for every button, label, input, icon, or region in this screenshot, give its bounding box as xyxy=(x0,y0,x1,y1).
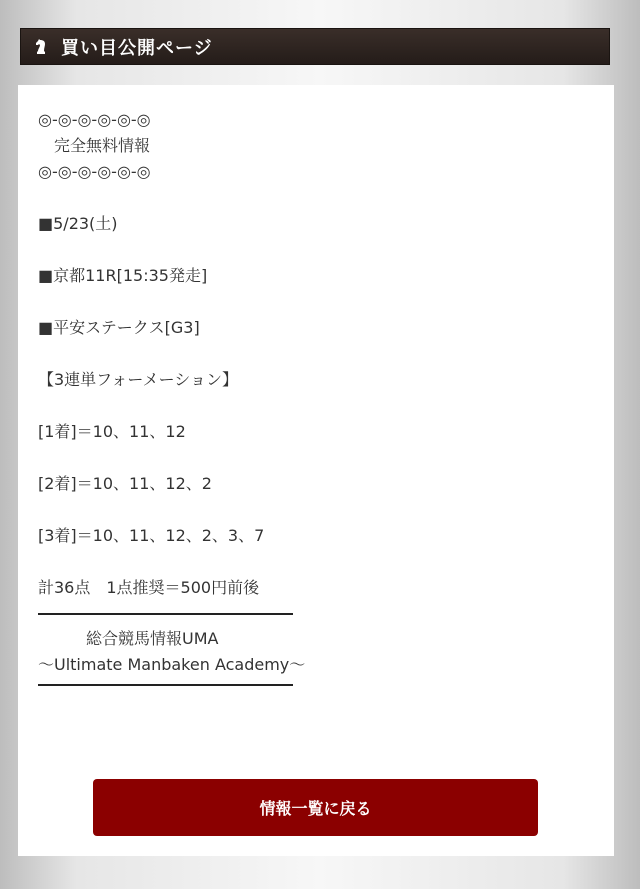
race-name: ■平安ステークス[G3] xyxy=(38,318,200,337)
second-place-picks: [2着]＝10、11、12、2 xyxy=(38,474,212,493)
race-venue: ■京都11R[15:35発走] xyxy=(38,266,208,285)
back-to-list-button[interactable]: 情報一覧に戻る xyxy=(93,779,538,836)
content-card xyxy=(18,85,614,856)
free-info-label: 完全無料情報 xyxy=(38,136,151,155)
third-place-picks: [3着]＝10、11、12、2、3、7 xyxy=(38,526,265,545)
brand-subtitle: 〜Ultimate Manbaken Academy〜 xyxy=(38,655,306,674)
total-points: 計36点 1点推奨＝500円前後 xyxy=(38,578,260,597)
deco-line-top: ◎-◎-◎-◎-◎-◎ xyxy=(38,110,151,129)
page-title: 買い目公開ページ xyxy=(61,37,213,59)
divider-bottom xyxy=(38,684,293,686)
prediction-text xyxy=(38,107,598,697)
race-date: ■5/23(土) xyxy=(38,214,118,233)
divider-top xyxy=(38,613,293,615)
bet-type: 【3連単フォーメーション】 xyxy=(38,370,238,389)
first-place-picks: [1着]＝10、11、12 xyxy=(38,422,186,441)
knight-chess-icon xyxy=(35,39,47,55)
deco-line-bottom: ◎-◎-◎-◎-◎-◎ xyxy=(38,162,151,181)
brand-name: 総合競馬情報UMA xyxy=(38,629,219,648)
page-header xyxy=(20,28,610,65)
